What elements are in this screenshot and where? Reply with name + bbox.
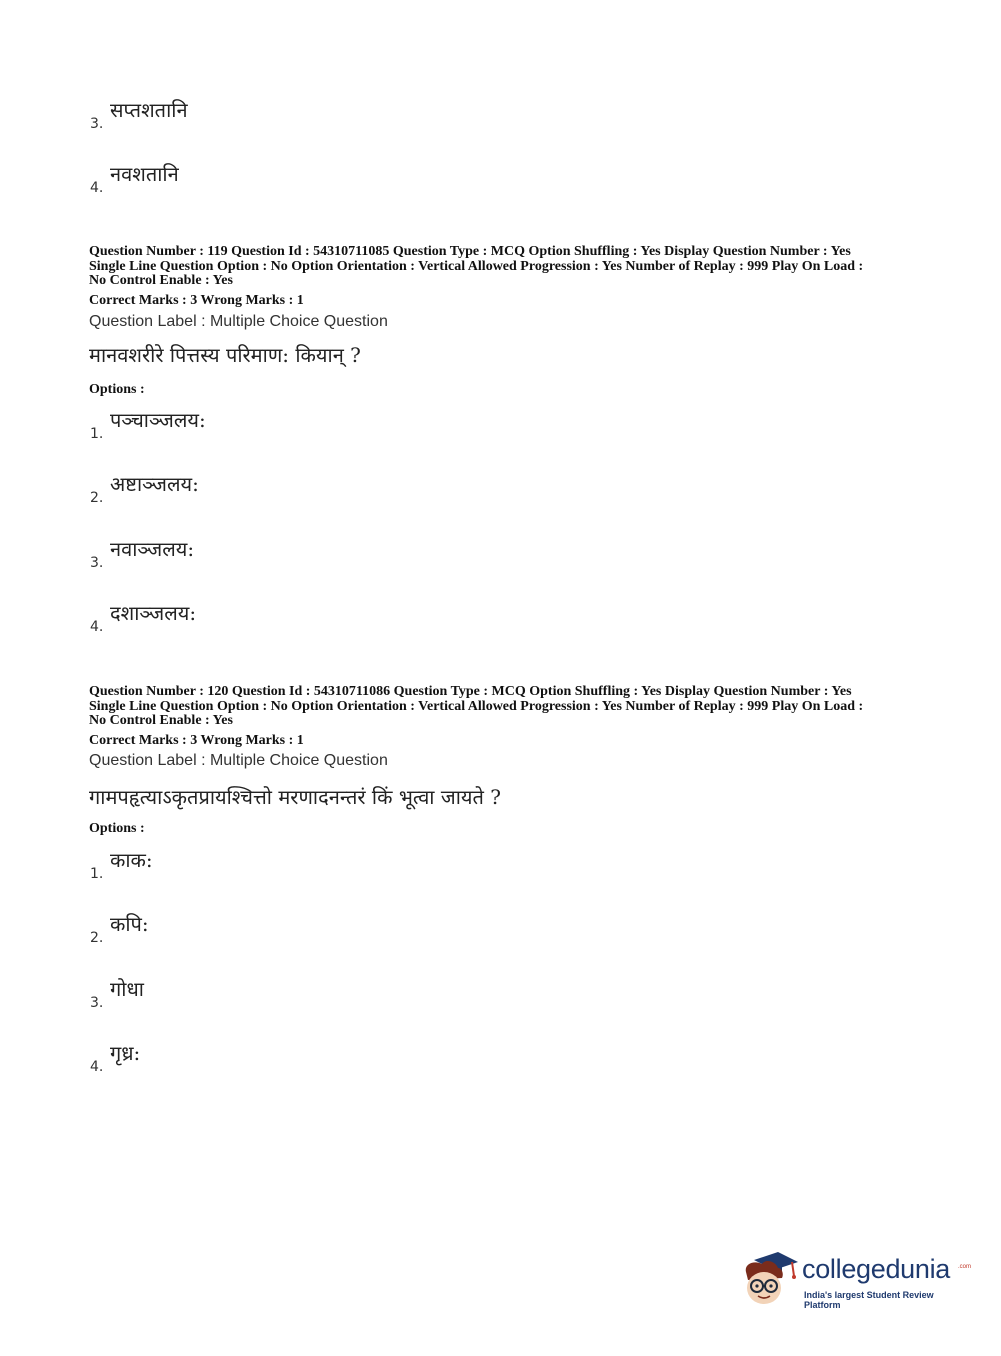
option-number: 3. [90,555,104,571]
meta-line: Single Line Question Option : No Option Orientation : Vertical Allowed Progression : Yes Number of Replay : 999 Play On Load : [89,258,864,274]
logo-com: .com [958,1264,972,1270]
logo-brand: collegedunia [802,1254,951,1284]
question-label: Question Label : Multiple Choice Question [89,752,388,769]
option-text: पञ्चाञ्जलय: [110,408,206,432]
option-text: सप्तशतानि [110,98,188,122]
question-meta-120 [89,685,919,729]
collegedunia-logo [740,1250,970,1320]
meta-line: Question Number : 120 Question Id : 54310711086 Question Type : MCQ Option Shuffling : Yes Display Question Number : Yes [89,684,852,699]
option-text: नवाञ्जलय: [110,537,195,561]
question-meta-119 [89,245,919,289]
option-text: नवशतानि [110,162,179,186]
option-number: 3. [90,116,104,132]
options-label: Options : [89,382,145,397]
option-number: 2. [90,490,104,506]
meta-line: Single Line Question Option : No Option Orientation : Vertical Allowed Progression : Yes Number of Replay : 999 Play On Load : [89,698,864,714]
question-label: Question Label : Multiple Choice Question [89,313,388,330]
option-number: 4. [90,1059,104,1075]
logo-tagline: India's largest Student Review Platform [804,1290,934,1310]
option-text: काक: [110,848,153,872]
option-text: अष्टाञ्जलय: [110,472,199,496]
question-text: मानवशरीरे पित्तस्य परिमाण: कियान् ? [89,343,361,367]
meta-line: Question Number : 119 Question Id : 54310711085 Question Type : MCQ Option Shuffling : Yes Display Question Number : Yes [89,244,851,259]
option-text: गोधा [110,977,144,1001]
option-number: 2. [90,930,104,946]
option-text: दशाञ्जलय: [110,601,197,625]
marks-line: Correct Marks : 3 Wrong Marks : 1 [89,293,304,308]
option-text: गृध्र: [110,1041,141,1065]
option-number: 4. [90,180,104,196]
option-number: 1. [90,866,104,882]
option-text: कपि: [110,912,149,936]
option-number: 1. [90,426,104,442]
mascot-icon [740,1250,800,1312]
options-label: Options : [89,821,145,836]
option-number: 3. [90,995,104,1011]
question-text: गामपहृत्याऽकृतप्रायश्चित्तो मरणादनन्तरं किं भूत्वा जायते ? [89,785,501,809]
meta-line: No Control Enable : Yes [89,713,233,728]
marks-line: Correct Marks : 3 Wrong Marks : 1 [89,733,304,748]
option-number: 4. [90,619,104,635]
meta-line: No Control Enable : Yes [89,273,233,288]
